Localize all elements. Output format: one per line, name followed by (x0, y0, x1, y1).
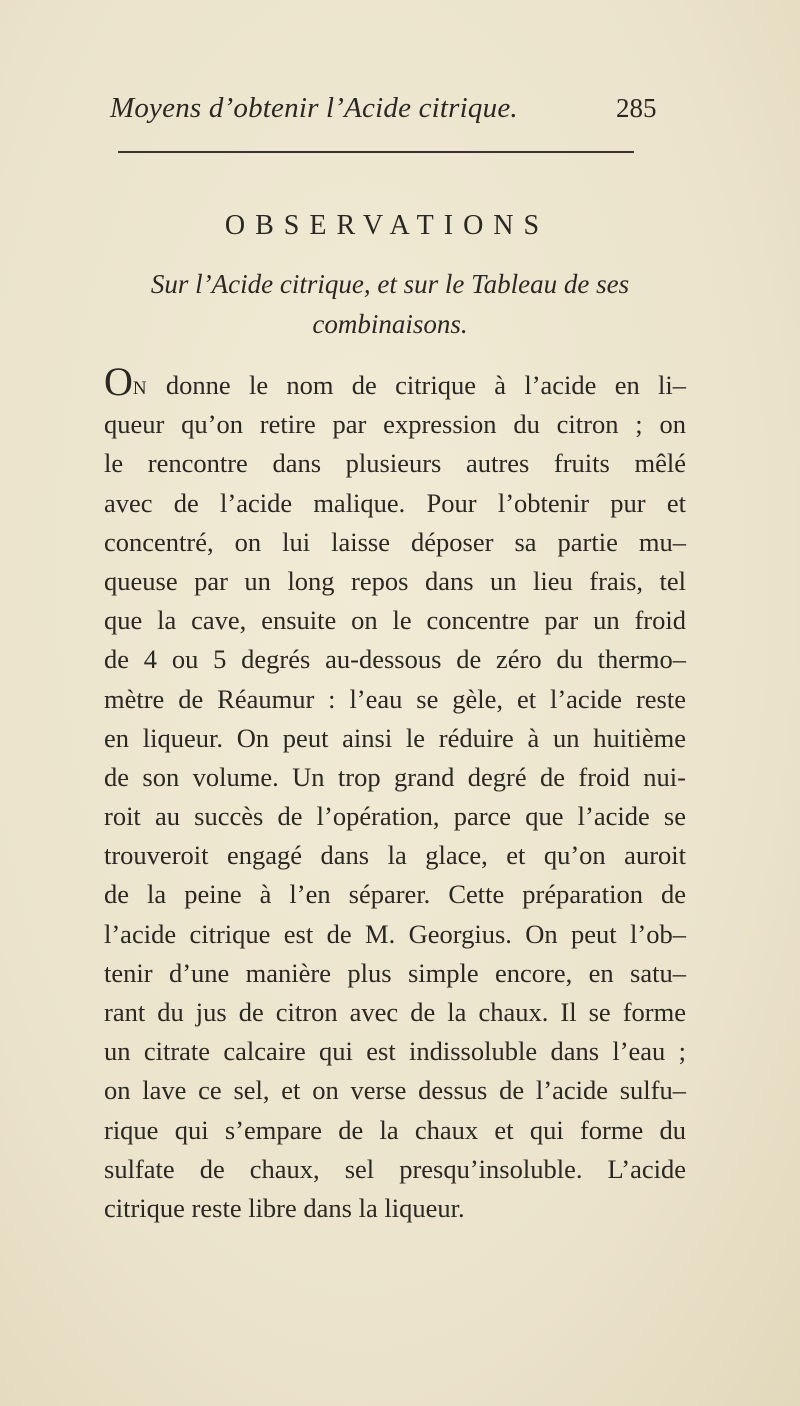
text-line: de la peine à l’en séparer. Cette préparation de (104, 879, 686, 910)
text-line: rique qui s’empare de la chaux et qui forme du (104, 1114, 686, 1145)
text-line: le rencontre dans plusieurs autres fruits mêlé (104, 448, 686, 479)
text-line: en liqueur. On peut ainsi le réduire à un huitième (104, 722, 686, 753)
text-line-1-rest: donne le nom de citrique à l’acide en li– (147, 370, 686, 400)
text-line: l’acide citrique est de M. Georgius. On peut l’ob– (104, 918, 686, 949)
text-line: de son volume. Un trop grand degré de froid nui- (104, 761, 686, 792)
drop-capital: O (104, 359, 133, 404)
text-line: queur qu’on retire par expression du citron ; on (104, 409, 686, 440)
text-line: mètre de Réaumur : l’eau se gèle, et l’acide reste (104, 683, 686, 714)
subtitle-line-1: Sur l’Acide citrique, et sur le Tableau de ses (150, 269, 630, 299)
subtitle-line-2: combinaisons. (312, 309, 468, 339)
header-rule (118, 151, 634, 153)
body-paragraph (104, 359, 686, 1228)
small-caps-letter: N (132, 378, 148, 399)
text-line: on lave ce sel, et on verse dessus de l’acide sulfu– (104, 1075, 686, 1106)
running-title: Moyens d’obtenir l’Acide citrique. (110, 92, 518, 124)
text-line: un citrate calcaire qui est indissoluble dans l’eau ; (104, 1036, 686, 1067)
text-line: avec de l’acide malique. Pour l’obtenir pur et (104, 487, 686, 518)
page-number: 285 (616, 93, 657, 123)
text-line: tenir d’une manière plus simple encore, en satu– (104, 957, 686, 988)
text-line: queuse par un long repos dans un lieu frais, tel (104, 565, 686, 596)
text-line: que la cave, ensuite on le concentre par un froid (104, 605, 686, 636)
text-line: trouveroit engagé dans la glace, et qu’on auroit (104, 840, 686, 871)
text-line: roit au succès de l’opération, parce que l’acide se (104, 801, 686, 832)
text-line-1 (104, 359, 686, 405)
text-line: citrique reste libre dans la liqueur. (104, 1192, 465, 1223)
section-subtitle (90, 264, 690, 344)
section-heading: OBSERVATIONS (224, 210, 550, 241)
text-line: sulfate de chaux, sel presqu’insoluble. L’acide (104, 1153, 686, 1184)
text-line: de 4 ou 5 degrés au-dessous de zéro du thermo– (104, 644, 686, 675)
text-line: concentré, on lui laisse déposer sa partie mu– (104, 526, 686, 557)
text-line: rant du jus de citron avec de la chaux. Il se forme (104, 997, 686, 1027)
